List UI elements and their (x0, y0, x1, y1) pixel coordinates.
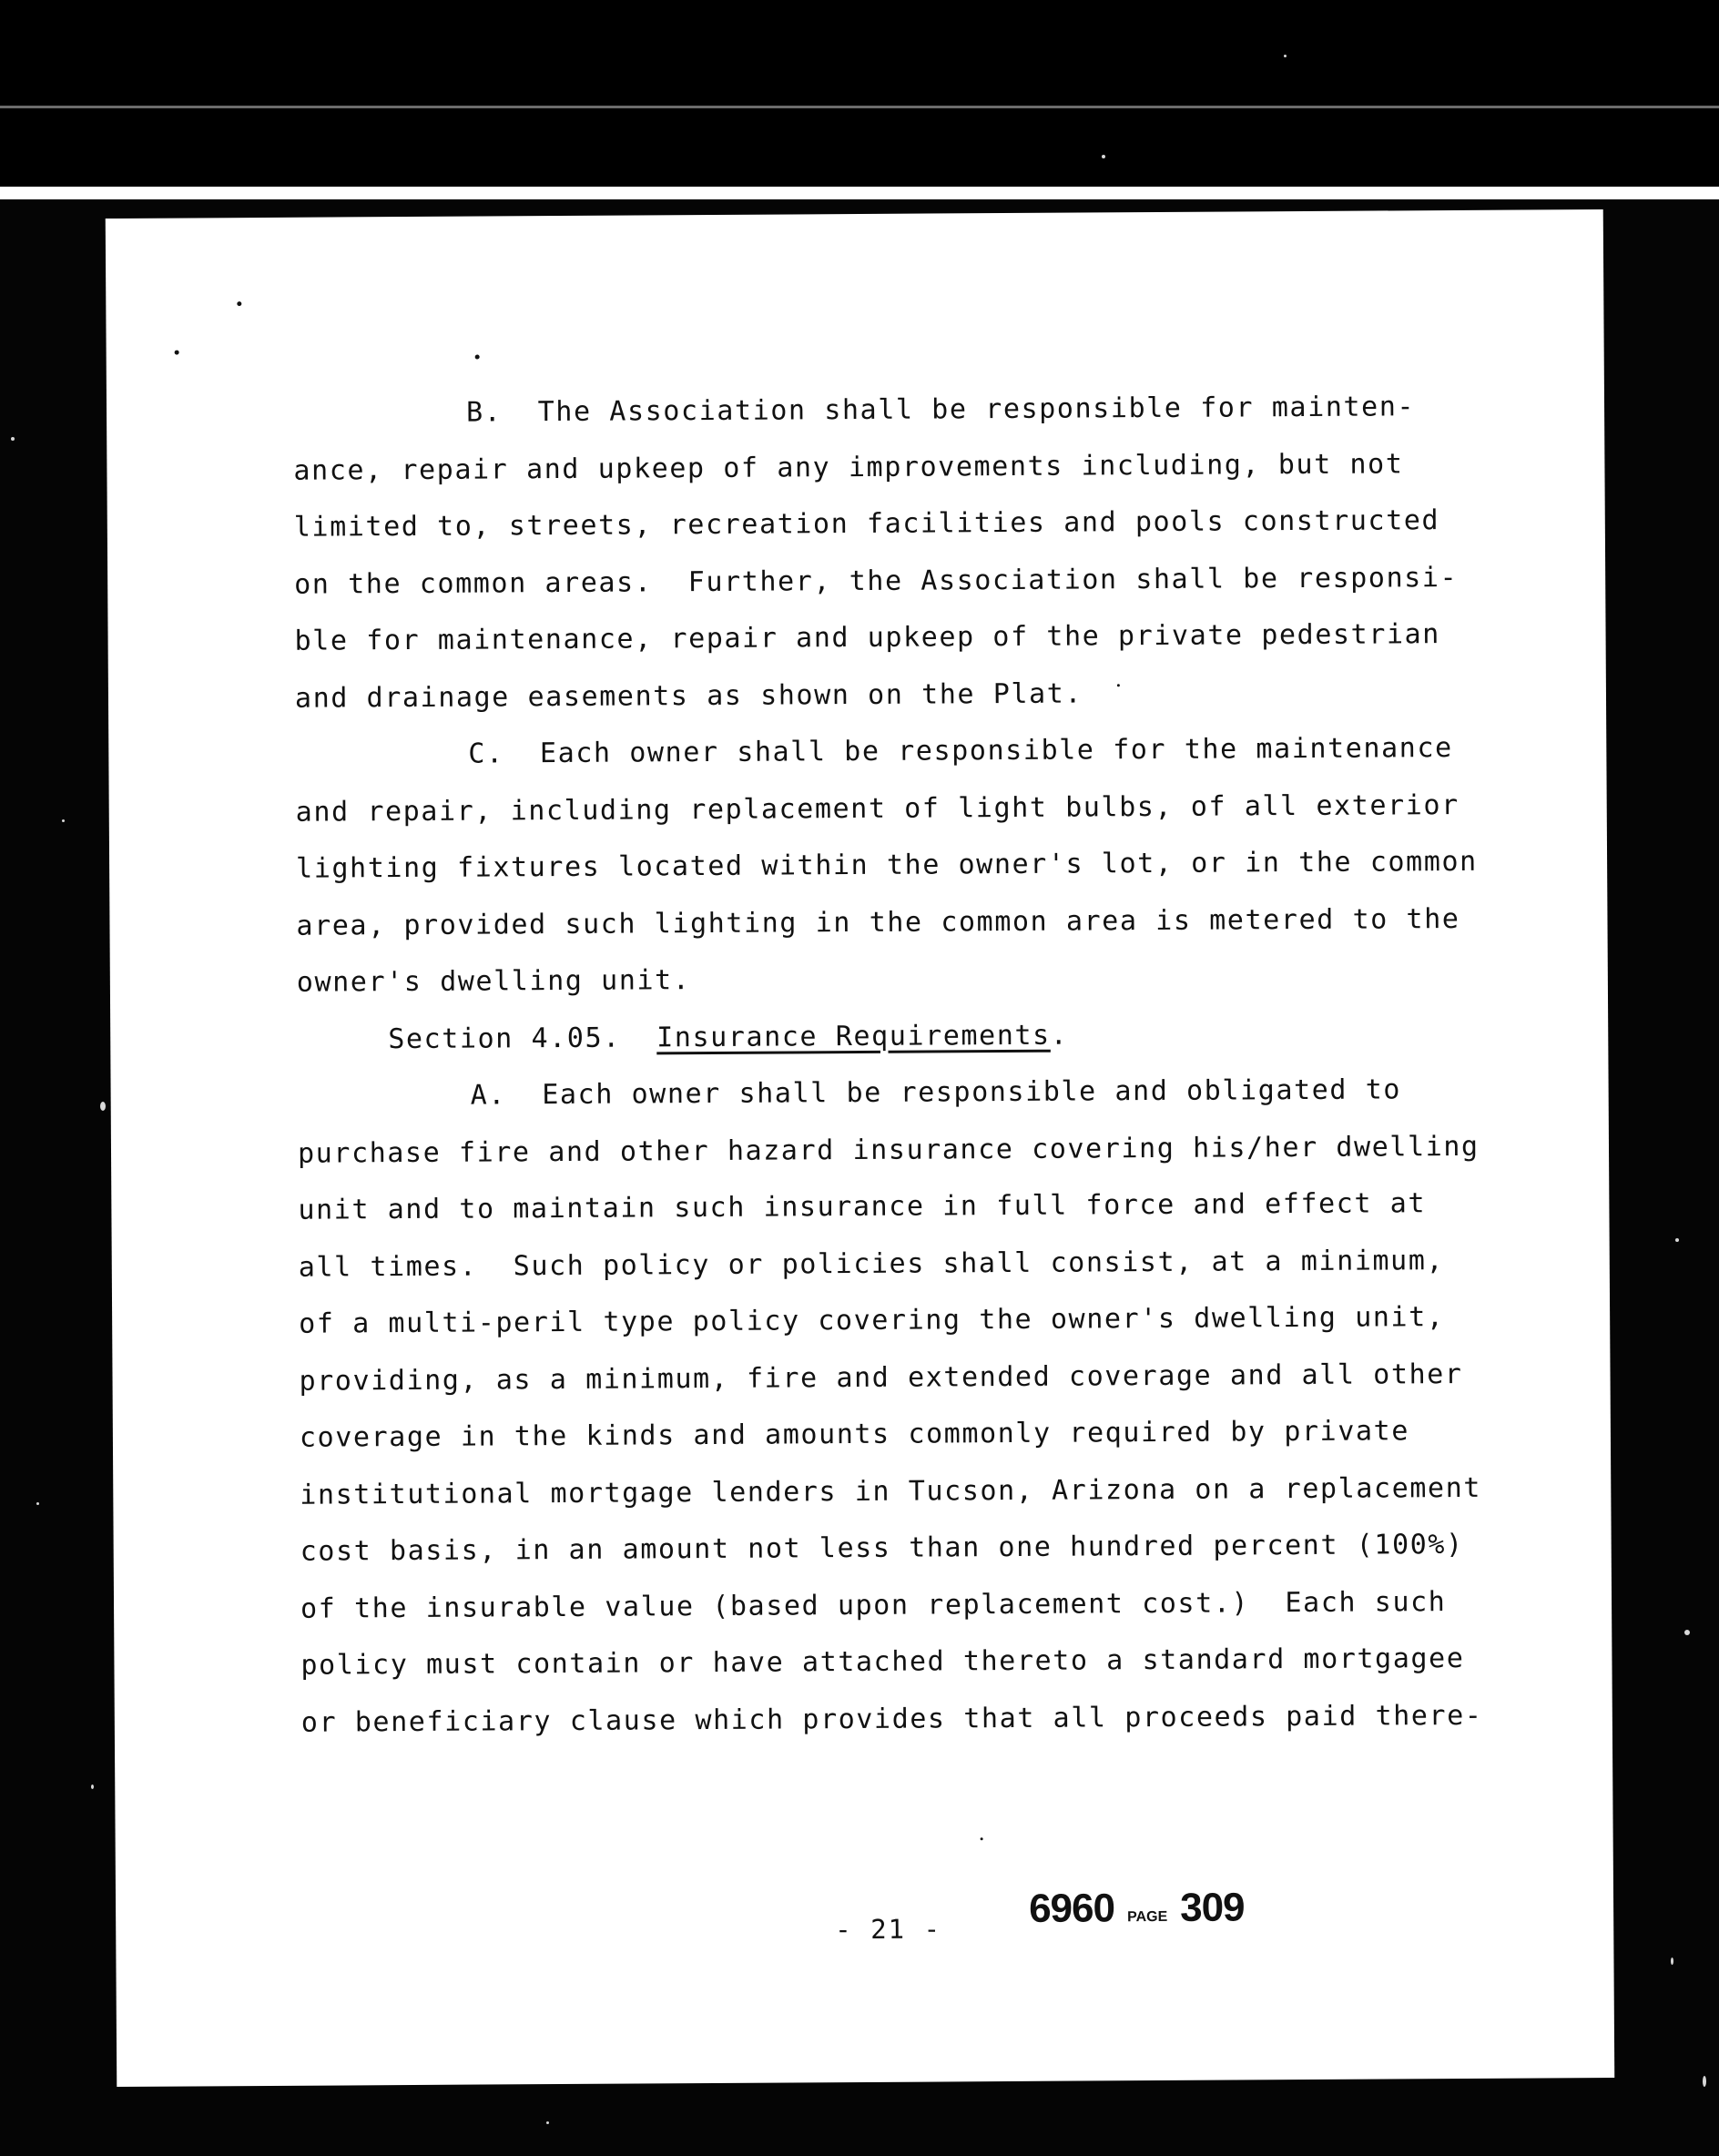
document-body (293, 378, 1576, 1752)
scan-dot (237, 301, 241, 306)
book-page-label: PAGE (1127, 1908, 1168, 1926)
paragraph-line: purchase fire and other hazard insurance covering his/her dwelling (297, 1130, 1480, 1170)
paragraph-line: of the insurable value (based upon replacement cost.) Each such (300, 1585, 1447, 1625)
paragraph-line: all times. Such policy or policies shall consist, at a minimum, (298, 1244, 1445, 1284)
paragraph-line: providing, as a minimum, fire and extended coverage and all other (299, 1358, 1463, 1398)
paragraph-line: cost basis, in an amount not less than one hundred percent (100%) (300, 1528, 1464, 1568)
scan-speck (1671, 1958, 1673, 1965)
paragraph-line: of a multi-peril type policy covering the owner's dwelling unit, (299, 1301, 1445, 1340)
section-title-period: . (1050, 1019, 1069, 1052)
scan-speck (1675, 1238, 1679, 1242)
paragraph-line: or beneficiary clause which provides that all proceeds paid there- (300, 1699, 1483, 1739)
scan-dot (175, 351, 179, 355)
paragraph-line: and repair, including replacement of light bulbs, of all exterior (295, 788, 1460, 829)
paragraph-line: limited to, streets, recreation facilities and pools constructed (293, 504, 1440, 544)
book-number: 6960 (1028, 1886, 1115, 1931)
paragraph-line: owner's dwelling unit. (296, 964, 691, 999)
paragraph-line: policy must contain or have attached thereto a standard mortgagee (300, 1642, 1465, 1682)
paragraph-line: A. Each owner shall be responsible and obligated to (470, 1073, 1402, 1112)
scan-speck (1684, 1630, 1690, 1635)
section-number: Section 4.05. (388, 1022, 621, 1055)
paragraph-line: area, provided such lighting in the common area is metered to the (296, 902, 1460, 942)
page-number: - 21 - (835, 1913, 942, 1946)
paragraph-line: unit and to maintain such insurance in full force and effect at (298, 1187, 1427, 1226)
book-page-number: 309 (1180, 1885, 1245, 1930)
scan-speck (100, 1102, 106, 1111)
scan-top-band (0, 0, 1719, 187)
scan-dot (475, 355, 480, 360)
scan-speck (62, 819, 65, 822)
recording-stamp (1029, 1885, 1245, 1931)
paragraph-line: C. Each owner shall be responsible for the maintenance (468, 732, 1453, 770)
scan-speck (1703, 2076, 1706, 2087)
paragraph-line: ance, repair and upkeep of any improvements including, but not (293, 447, 1404, 487)
scan-speck (36, 1502, 39, 1505)
scan-speck (546, 2121, 549, 2124)
scan-rule-line (0, 106, 1719, 108)
section-heading (297, 1004, 1572, 1069)
paragraph-line: and drainage easements as shown on the Plat. (294, 676, 1083, 715)
scan-white-strip (0, 187, 1719, 199)
section-title: Insurance Requirements (656, 1019, 1051, 1053)
paragraph-line: on the common areas. Further, the Association shall be responsi- (294, 561, 1459, 601)
scan-speck (11, 437, 15, 441)
paragraph-line: ble for maintenance, repair and upkeep of the private pedestrian (294, 618, 1441, 657)
paragraph-line: lighting fixtures located within the owner's lot, or in the common (296, 845, 1478, 885)
paragraph-line: B. The Association shall be responsible for mainten- (465, 391, 1416, 429)
paragraph-line: coverage in the kinds and amounts commonly required by private (299, 1415, 1410, 1454)
scan-speck (1284, 55, 1287, 57)
scan-speck (91, 1785, 94, 1789)
scan-dot (981, 1837, 983, 1840)
scan-speck (1102, 155, 1105, 158)
paragraph-line: institutional mortgage lenders in Tucson, Arizona on a replacement (300, 1471, 1482, 1511)
document-page (106, 209, 1615, 2087)
